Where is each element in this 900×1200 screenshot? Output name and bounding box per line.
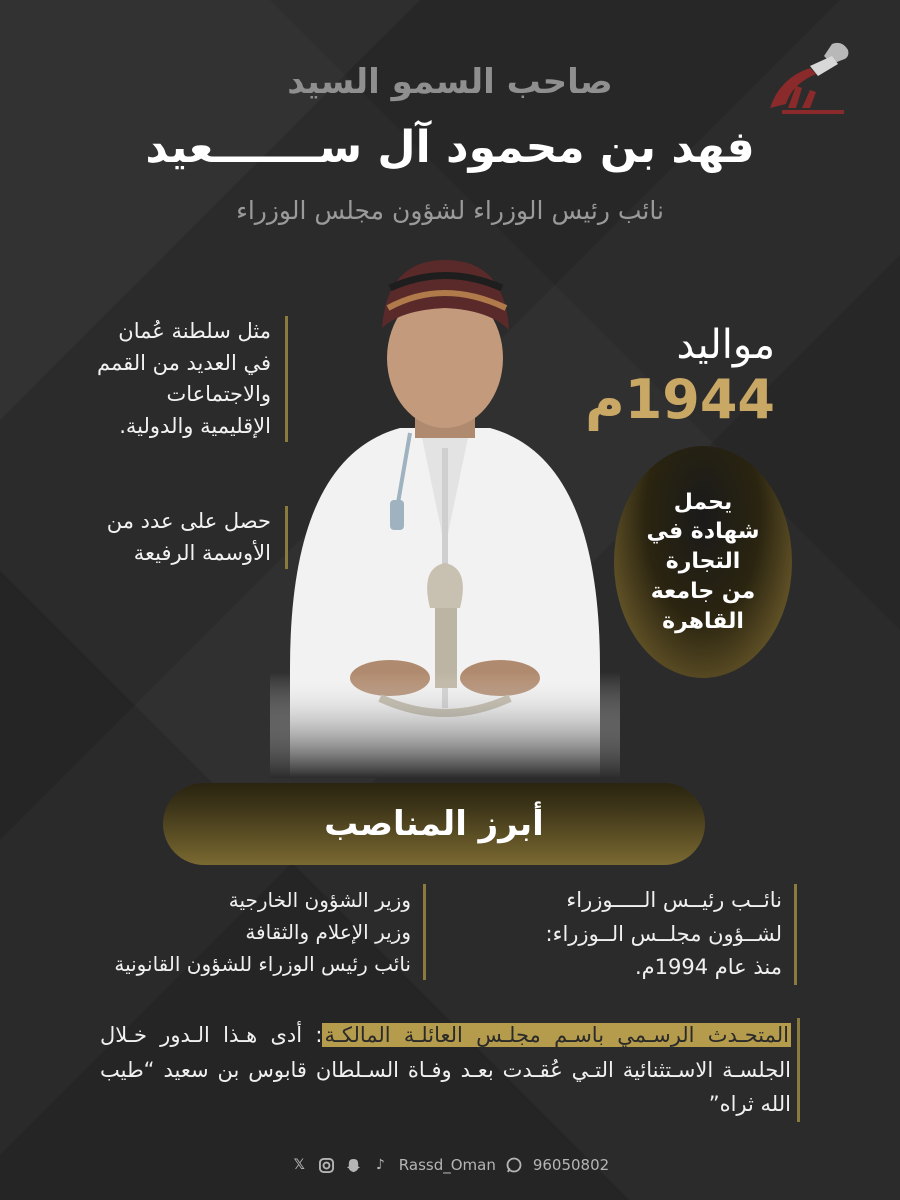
position-line: وزير الإعلام والثقافة: [245, 920, 411, 944]
instagram-icon[interactable]: [318, 1157, 335, 1174]
whatsapp-icon[interactable]: [506, 1157, 523, 1174]
person-role: نائب رئيس الوزراء لشؤون مجلس الوزراء: [236, 196, 664, 225]
fact-line: الإقليمية والدولية.: [119, 413, 271, 438]
spokesman-rest: : أدى هـذا الـدور خـلال الجلسـة الاسـتثنائية التـي عُقـدت بعـد وفـاة السـلطان قابوس بن سعيد “طيب الله ثراه”: [100, 1023, 791, 1117]
position-line: منذ عام 1994م.: [634, 955, 782, 980]
position-line: وزير الشؤون الخارجية: [228, 888, 411, 912]
fact-line: الأوسمة الرفيعة: [133, 540, 271, 565]
footer: [0, 1150, 900, 1180]
degree-text: يحمل شهادة في التجارة من جامعة القاهرة: [646, 489, 760, 634]
position-line: نائــب رئيــس الـــــوزراء: [566, 888, 782, 912]
portrait-image: [270, 248, 620, 778]
spokesman-highlight: المتحـدث الرسـمي باسـم مجلـس العائلـة المالكـة: [324, 1023, 789, 1047]
x-icon[interactable]: 𝕏: [293, 1157, 305, 1173]
honorific-title: صاحب السمو السيد: [287, 62, 613, 102]
position-line: نائب رئيس الوزراء للشؤون القانونية: [114, 952, 411, 976]
position-line: لشــؤون مجلــس الــوزراء:: [545, 921, 782, 946]
birth-label: مواليد: [676, 322, 775, 368]
fact-line: مثل سلطنة عُمان: [118, 319, 271, 343]
phone-text[interactable]: 96050802: [532, 1156, 610, 1174]
positions-list: [40, 884, 426, 980]
fact-line: في العديد من القمم: [96, 350, 271, 375]
positions-title: أبرز المناصب: [324, 804, 544, 844]
degree-badge: [614, 446, 792, 678]
snapchat-icon[interactable]: [345, 1157, 362, 1174]
fact-line: والاجتماعات: [166, 382, 271, 406]
positions-banner: [163, 783, 705, 865]
tiktok-icon[interactable]: ♪: [375, 1157, 385, 1173]
spokesman-paragraph: [100, 1018, 800, 1122]
handle-text[interactable]: Rassd_Oman: [398, 1156, 496, 1174]
fact-represented-oman: [48, 316, 288, 442]
fact-medals: [48, 506, 288, 569]
position-deputy-pm: [497, 884, 797, 985]
birth-year: 1944م: [585, 368, 775, 431]
person-name: فهد بن محمود آل ســـــــعيد: [145, 122, 755, 173]
fact-line: حصل على عدد من: [106, 509, 271, 533]
